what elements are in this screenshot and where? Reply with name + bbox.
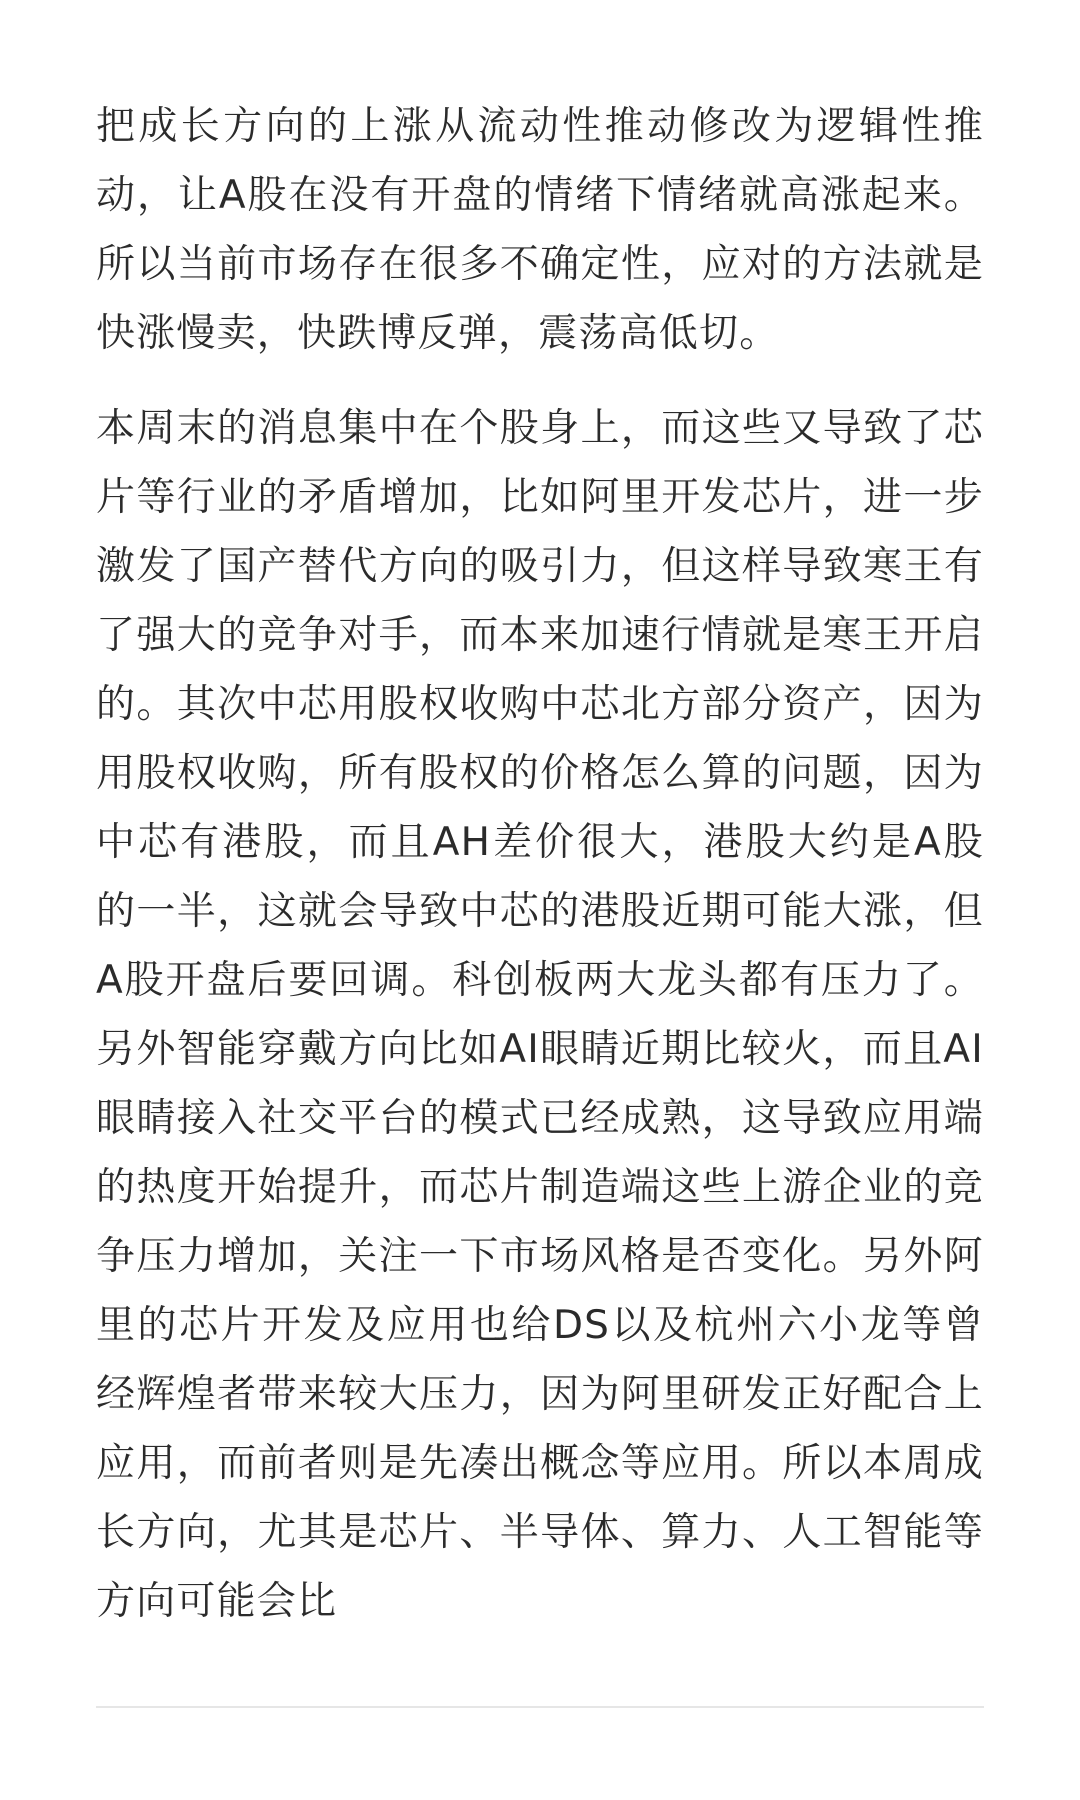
article-paragraph-2: 本周末的消息集中在个股身上，而这些又导致了芯片等行业的矛盾增加，比如阿里开发芯片，进一步激发了国产替代方向的吸引力，但这样导致寒王有了强大的竞争对手，而本来加速行情就是寒王开启的。其次中芯用股权收购中芯北方部分资产，因为用股权收购，所有股权的价格怎么算的问题，因为中芯有港股，而且AH差价很大，港股大约是A股的一半，这就会导致中芯的港股近期可能大涨，但A股开盘后要回调。科创板两大龙头都有压力了。另外智能穿戴方向比如AI眼睛近期比较火，而且AI眼睛接入社交平台的模式已经成熟，这导致应用端的热度开始提升，而芯片制造端这些上游企业的竞争压力增加，关注一下市场风格是否变化。另外阿里的芯片开发及应用也给DS以及杭州六小龙等曾经辉煌者带来较大压力，因为阿里研发正好配合上应用，而前者则是先凑出概念等应用。所以本周成长方向，尤其是芯片、半导体、算力、人工智能等方向可能会比 xyxy=(96,406,984,1624)
section-divider xyxy=(96,1706,984,1708)
article-paragraph-1: 把成长方向的上涨从流动性推动修改为逻辑性推动，让A股在没有开盘的情绪下情绪就高涨起来。所以当前市场存在很多不确定性，应对的方法就是快涨慢卖，快跌博反弹，震荡高低切。 xyxy=(96,104,984,356)
article-body xyxy=(96,92,984,1662)
